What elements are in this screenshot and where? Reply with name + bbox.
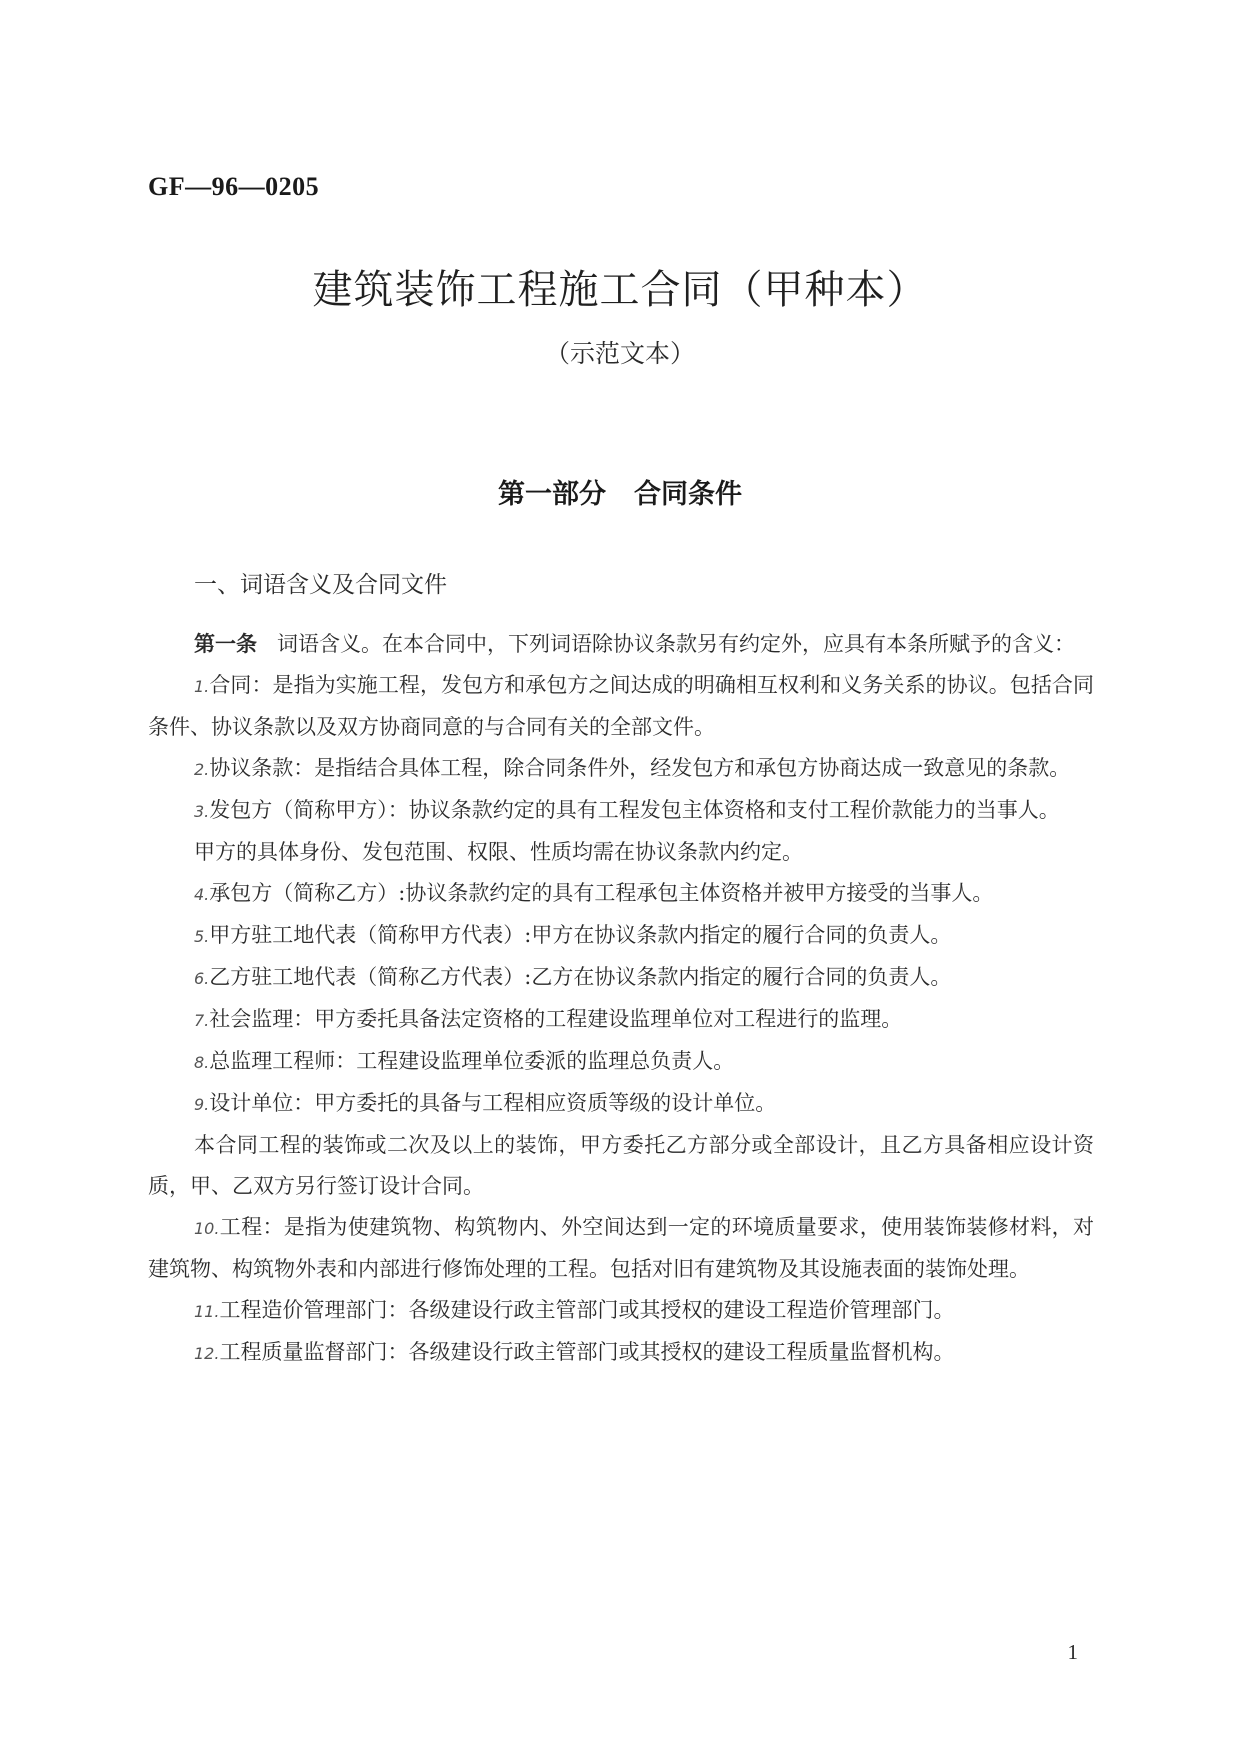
item-text: 工程质量监督部门：各级建设行政主管部门或其授权的建设工程质量监督机构。 [219, 1340, 955, 1364]
item-text: 总监理工程师：工程建设监理单位委派的监理总负责人。 [209, 1049, 735, 1073]
definition-item [148, 665, 1094, 748]
part-label: 第一部分 [498, 479, 606, 510]
item-text: 本合同工程的装饰或二次及以上的装饰，甲方委托乙方部分或全部设计，且乙方具备相应设计资质，甲、乙双方另行签订设计合同。 [148, 1133, 1094, 1198]
item-number: 1. [194, 677, 210, 696]
item-text: 甲方驻工地代表（简称甲方代表）:甲方在协议条款内指定的履行合同的负责人。 [209, 923, 952, 947]
item-text: 乙方驻工地代表（简称乙方代表）:乙方在协议条款内指定的履行合同的负责人。 [209, 965, 952, 989]
document-title: 建筑装饰工程施工合同（甲种本） [312, 267, 928, 313]
definition-note [148, 832, 1094, 873]
item-number: 7. [194, 1011, 210, 1030]
item-number: 9. [194, 1095, 210, 1114]
item-number: 5. [194, 927, 210, 946]
contract-body [148, 624, 1094, 1374]
document-subtitle: （示范文本） [544, 339, 695, 368]
item-number: 8. [194, 1053, 210, 1072]
definition-item [148, 1290, 1094, 1332]
item-number: 4. [194, 885, 210, 904]
part-name: 合同条件 [634, 479, 742, 510]
item-number: 10. [194, 1219, 220, 1238]
article-1-paragraph [148, 624, 1094, 665]
item-text: 设计单位：甲方委托的具备与工程相应资质等级的设计单位。 [209, 1091, 777, 1115]
definition-item [148, 748, 1094, 790]
definition-item [148, 790, 1094, 832]
definition-item [148, 873, 1094, 915]
part-heading [0, 472, 1240, 511]
definition-item [148, 1207, 1094, 1290]
item-text: 社会监理：甲方委托具备法定资格的工程建设监理单位对工程进行的监理。 [209, 1007, 903, 1031]
article-1-label: 第一条 [194, 632, 257, 656]
definition-note [148, 1125, 1094, 1207]
definition-item [148, 999, 1094, 1041]
item-number: 11. [194, 1302, 220, 1321]
definition-item [148, 957, 1094, 999]
item-text: 发包方（简称甲方）：协议条款约定的具有工程发包主体资格和支付工程价款能力的当事人。 [209, 798, 1060, 822]
definition-item [148, 1041, 1094, 1083]
item-text: 工程：是指为使建筑物、构筑物内、外空间达到一定的环境质量要求，使用装饰装修材料，对建筑物、构筑物外表和内部进行修饰处理的工程。包括对旧有建筑物及其设施表面的装饰处理。 [148, 1215, 1094, 1281]
definition-item [148, 915, 1094, 957]
item-text: 协议条款：是指结合具体工程，除合同条件外，经发包方和承包方协商达成一致意见的条款。 [209, 756, 1071, 780]
item-number: 3. [194, 802, 210, 821]
item-number: 12. [194, 1344, 220, 1363]
item-text: 承包方（简称乙方）:协议条款约定的具有工程承包主体资格并被甲方接受的当事人。 [209, 881, 994, 905]
item-text: 合同：是指为实施工程，发包方和承包方之间达成的明确相互权利和义务关系的协议。包括合同条件、协议条款以及双方协商同意的与合同有关的全部文件。 [148, 673, 1094, 739]
item-text: 工程造价管理部门：各级建设行政主管部门或其授权的建设工程造价管理部门。 [219, 1298, 955, 1322]
section-heading: 一、词语含义及合同文件 [194, 572, 447, 598]
article-1-text: 词语含义。在本合同中，下列词语除协议条款另有约定外，应具有本条所赋予的含义： [277, 632, 1075, 656]
definition-item [148, 1332, 1094, 1374]
page-number: 1 [1067, 1640, 1078, 1664]
definition-item [148, 1083, 1094, 1125]
item-text: 甲方的具体身份、发包范围、权限、性质均需在协议条款内约定。 [194, 840, 803, 864]
item-number: 2. [194, 760, 210, 779]
document-code: GF—96—0205 [148, 172, 320, 201]
item-number: 6. [194, 969, 210, 988]
